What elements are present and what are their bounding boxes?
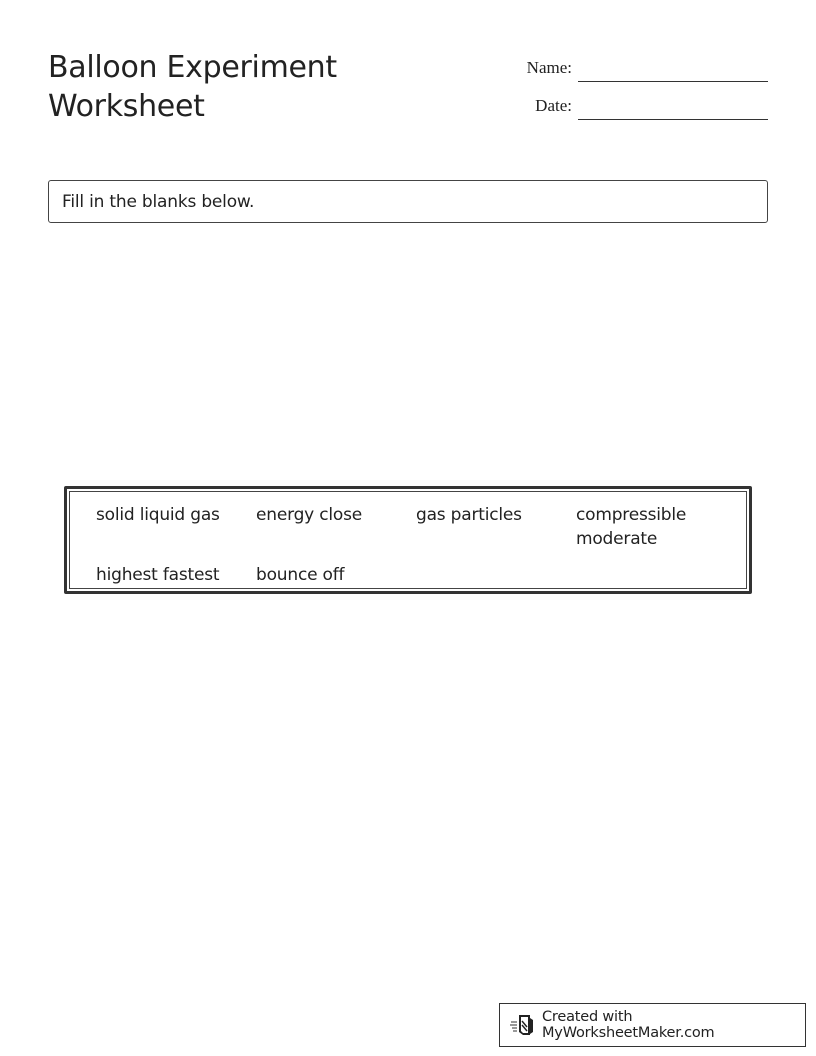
date-label: Date: bbox=[535, 96, 572, 115]
name-label: Name: bbox=[526, 58, 572, 77]
word-bank-item: gas particles bbox=[416, 505, 522, 525]
word-bank-item: bounce off bbox=[256, 564, 345, 585]
worksheet-maker-logo-icon bbox=[510, 1013, 536, 1037]
date-field bbox=[500, 90, 768, 128]
name-blank-line[interactable] bbox=[578, 80, 768, 82]
student-info-fields bbox=[500, 52, 768, 128]
worksheet-title: Balloon Experiment Worksheet bbox=[48, 50, 337, 124]
word-bank-item: highest fastest bbox=[96, 564, 220, 585]
name-field bbox=[500, 52, 768, 90]
instructions-text: Fill in the blanks below. bbox=[62, 191, 255, 212]
word-bank bbox=[64, 486, 752, 594]
date-blank-line[interactable] bbox=[578, 118, 768, 120]
created-with-text: Created with MyWorksheetMaker.com bbox=[542, 1009, 715, 1041]
created-with-badge[interactable] bbox=[499, 1003, 806, 1047]
word-bank-grid bbox=[69, 491, 747, 589]
word-bank-item: energy close bbox=[256, 505, 363, 525]
instructions-box bbox=[48, 180, 768, 223]
word-bank-item: compressible moderate bbox=[576, 505, 687, 549]
word-bank-item: solid liquid gas bbox=[96, 505, 220, 525]
